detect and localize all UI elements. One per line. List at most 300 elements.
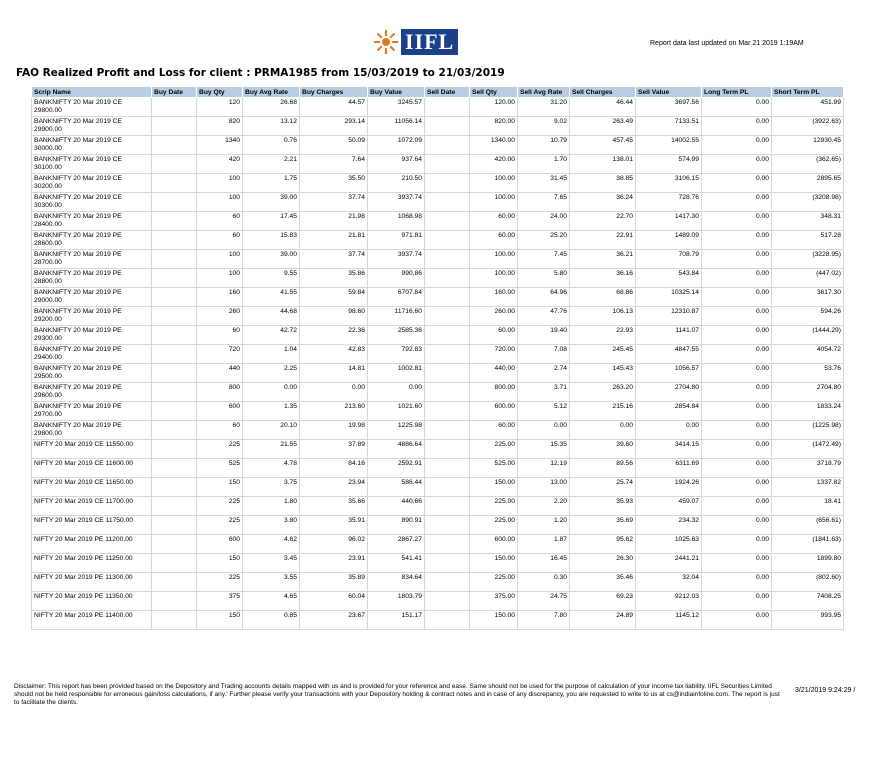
cell-buy-qty: 150 [197, 554, 243, 573]
cell-sell-date [425, 231, 470, 250]
cell-sell-rate: 12.19 [518, 459, 570, 478]
table-row [32, 155, 844, 174]
cell-buy-date [152, 117, 197, 136]
cell-sell-rate: 3.71 [518, 383, 570, 402]
col-header: Sell Value [636, 87, 702, 98]
cell-buy-date [152, 136, 197, 155]
cell-buy-rate: 1.75 [243, 174, 300, 193]
cell-buy-qty: 720 [197, 345, 243, 364]
cell-sell-val: 1141.07 [636, 326, 702, 345]
cell-scrip: NIFTY 20 Mar 2019 CE 11550.00 [32, 440, 152, 459]
cell-sell-qty: 600.00 [470, 402, 518, 421]
cell-buy-qty: 600 [197, 535, 243, 554]
cell-scrip: BANKNIFTY 20 Mar 2019 PE 28700.00 [32, 250, 152, 269]
cell-sell-rate: 2.20 [518, 497, 570, 516]
cell-buy-qty: 100 [197, 193, 243, 212]
cell-sell-rate: 47.76 [518, 307, 570, 326]
cell-buy-qty: 800 [197, 383, 243, 402]
cell-sell-qty: 150.00 [470, 478, 518, 497]
cell-buy-chg: 14.81 [300, 364, 368, 383]
cell-buy-chg: 35.86 [300, 269, 368, 288]
cell-sell-date [425, 573, 470, 592]
cell-buy-qty: 150 [197, 478, 243, 497]
col-header: Buy Date [152, 87, 197, 98]
cell-sell-rate: 15.35 [518, 440, 570, 459]
cell-sell-val: 12310.87 [636, 307, 702, 326]
cell-buy-chg: 21.98 [300, 212, 368, 231]
cell-ltpl: 0.00 [702, 421, 772, 440]
cell-buy-rate: 4.65 [243, 592, 300, 611]
table-row [32, 174, 844, 193]
cell-ltpl: 0.00 [702, 364, 772, 383]
cell-scrip: BANKNIFTY 20 Mar 2019 PE 29300.00 [32, 326, 152, 345]
cell-buy-qty: 440 [197, 364, 243, 383]
cell-buy-val: 2592.91 [368, 459, 425, 478]
cell-sell-val: 6311.69 [636, 459, 702, 478]
cell-scrip: NIFTY 20 Mar 2019 PE 11250.00 [32, 554, 152, 573]
cell-sell-qty: 100.00 [470, 250, 518, 269]
cell-buy-chg: 293.14 [300, 117, 368, 136]
cell-buy-qty: 225 [197, 573, 243, 592]
cell-buy-date [152, 402, 197, 421]
cell-sell-val: 2704.80 [636, 383, 702, 402]
cell-sell-chg: 36.24 [570, 193, 636, 212]
cell-stpl: (1444.29) [772, 326, 844, 345]
cell-buy-date [152, 516, 197, 535]
cell-sell-chg: 145.43 [570, 364, 636, 383]
iifl-sun-logo-icon [373, 29, 399, 55]
cell-buy-chg: 23.94 [300, 478, 368, 497]
cell-scrip: BANKNIFTY 20 Mar 2019 CE 29900.00 [32, 117, 152, 136]
cell-scrip: BANKNIFTY 20 Mar 2019 PE 28400.00 [32, 212, 152, 231]
cell-buy-chg: 37.74 [300, 193, 368, 212]
cell-scrip: BANKNIFTY 20 Mar 2019 PE 29800.00 [32, 421, 152, 440]
cell-sell-rate: 1.70 [518, 155, 570, 174]
cell-scrip: NIFTY 20 Mar 2019 PE 11400.00 [32, 611, 152, 630]
cell-sell-rate: 31.20 [518, 98, 570, 117]
col-header: Sell Charges [570, 87, 636, 98]
cell-sell-date [425, 269, 470, 288]
cell-buy-val: 1803.79 [368, 592, 425, 611]
cell-sell-qty: 1340.00 [470, 136, 518, 155]
cell-sell-date [425, 459, 470, 478]
cell-sell-rate: 13.00 [518, 478, 570, 497]
cell-stpl: (1472.49) [772, 440, 844, 459]
cell-stpl: 1337.82 [772, 478, 844, 497]
cell-scrip: BANKNIFTY 20 Mar 2019 PE 29500.00 [32, 364, 152, 383]
cell-buy-rate: 39.00 [243, 193, 300, 212]
cell-ltpl: 0.00 [702, 554, 772, 573]
cell-sell-val: 14002.55 [636, 136, 702, 155]
cell-buy-qty: 120 [197, 98, 243, 117]
table-row [32, 535, 844, 554]
table-row [32, 573, 844, 592]
cell-scrip: NIFTY 20 Mar 2019 CE 11750.00 [32, 516, 152, 535]
cell-buy-val: 151.17 [368, 611, 425, 630]
cell-sell-rate: 5.80 [518, 269, 570, 288]
cell-sell-date [425, 307, 470, 326]
cell-sell-chg: 39.60 [570, 440, 636, 459]
cell-sell-chg: 46.44 [570, 98, 636, 117]
cell-sell-chg: 215.16 [570, 402, 636, 421]
cell-sell-qty: 440.00 [470, 364, 518, 383]
cell-sell-chg: 263.20 [570, 383, 636, 402]
cell-stpl: 53.76 [772, 364, 844, 383]
cell-sell-rate: 25.20 [518, 231, 570, 250]
cell-buy-val: 440.66 [368, 497, 425, 516]
cell-sell-chg: 95.62 [570, 535, 636, 554]
cell-sell-date [425, 174, 470, 193]
table-row [32, 231, 844, 250]
cell-sell-chg: 263.49 [570, 117, 636, 136]
col-header: Sell Avg Rate [518, 87, 570, 98]
cell-buy-qty: 1340 [197, 136, 243, 155]
cell-stpl: 1833.24 [772, 402, 844, 421]
print-timestamp: 3/21/2019 9:24:29 / [795, 687, 856, 694]
table-row [32, 193, 844, 212]
cell-buy-val: 3937.74 [368, 250, 425, 269]
cell-sell-rate: 7.08 [518, 345, 570, 364]
cell-sell-val: 1145.12 [636, 611, 702, 630]
cell-sell-rate: 24.00 [518, 212, 570, 231]
cell-sell-val: 7133.51 [636, 117, 702, 136]
cell-sell-rate: 1.20 [518, 516, 570, 535]
cell-buy-rate: 13.12 [243, 117, 300, 136]
cell-buy-chg: 0.00 [300, 383, 368, 402]
cell-ltpl: 0.00 [702, 155, 772, 174]
cell-buy-rate: 0.00 [243, 383, 300, 402]
cell-buy-rate: 0.76 [243, 136, 300, 155]
cell-sell-qty: 525.00 [470, 459, 518, 478]
cell-ltpl: 0.00 [702, 136, 772, 155]
cell-buy-chg: 37.89 [300, 440, 368, 459]
cell-sell-val: 2854.84 [636, 402, 702, 421]
cell-buy-date [152, 326, 197, 345]
cell-ltpl: 0.00 [702, 98, 772, 117]
cell-stpl: 517.28 [772, 231, 844, 250]
cell-sell-date [425, 326, 470, 345]
cell-buy-chg: 35.66 [300, 497, 368, 516]
col-header: Long Term PL [702, 87, 772, 98]
cell-buy-date [152, 193, 197, 212]
cell-sell-qty: 120.00 [470, 98, 518, 117]
cell-sell-chg: 24.89 [570, 611, 636, 630]
cell-scrip: BANKNIFTY 20 Mar 2019 CE 30200.00 [32, 174, 152, 193]
table-row [32, 345, 844, 364]
cell-sell-chg: 106.13 [570, 307, 636, 326]
table-row [32, 478, 844, 497]
cell-sell-date [425, 212, 470, 231]
table-row [32, 288, 844, 307]
cell-ltpl: 0.00 [702, 440, 772, 459]
cell-sell-qty: 100.00 [470, 269, 518, 288]
cell-stpl: 594.26 [772, 307, 844, 326]
cell-stpl: (3208.98) [772, 193, 844, 212]
cell-buy-rate: 44.68 [243, 307, 300, 326]
cell-sell-qty: 100.00 [470, 193, 518, 212]
cell-sell-chg: 69.23 [570, 592, 636, 611]
cell-buy-val: 2585.36 [368, 326, 425, 345]
cell-buy-chg: 50.09 [300, 136, 368, 155]
cell-buy-qty: 60 [197, 326, 243, 345]
cell-sell-date [425, 364, 470, 383]
cell-sell-qty: 800.00 [470, 383, 518, 402]
cell-sell-val: 10325.14 [636, 288, 702, 307]
cell-sell-val: 32.04 [636, 573, 702, 592]
report-updated-text: Report data last updated on Mar 21 2019 1:19AM [650, 40, 804, 47]
cell-buy-rate: 41.55 [243, 288, 300, 307]
cell-sell-val: 708.79 [636, 250, 702, 269]
cell-scrip: BANKNIFTY 20 Mar 2019 PE 29000.00 [32, 288, 152, 307]
cell-sell-qty: 60.00 [470, 421, 518, 440]
cell-buy-date [152, 307, 197, 326]
table-row [32, 212, 844, 231]
cell-sell-val: 1025.63 [636, 535, 702, 554]
cell-stpl: 451.99 [772, 98, 844, 117]
cell-ltpl: 0.00 [702, 459, 772, 478]
cell-sell-val: 1924.26 [636, 478, 702, 497]
cell-sell-chg: 0.00 [570, 421, 636, 440]
cell-sell-rate: 16.45 [518, 554, 570, 573]
cell-buy-date [152, 497, 197, 516]
cell-stpl: 2895.65 [772, 174, 844, 193]
col-header: Buy Avg Rate [243, 87, 300, 98]
cell-buy-date [152, 364, 197, 383]
cell-buy-date [152, 212, 197, 231]
cell-buy-chg: 7.64 [300, 155, 368, 174]
cell-buy-rate: 1.35 [243, 402, 300, 421]
cell-buy-qty: 525 [197, 459, 243, 478]
cell-buy-date [152, 288, 197, 307]
cell-stpl: 993.95 [772, 611, 844, 630]
cell-scrip: BANKNIFTY 20 Mar 2019 PE 28600.00 [32, 231, 152, 250]
cell-scrip: NIFTY 20 Mar 2019 PE 11300.00 [32, 573, 152, 592]
cell-buy-rate: 3.45 [243, 554, 300, 573]
cell-buy-chg: 44.57 [300, 98, 368, 117]
cell-sell-date [425, 383, 470, 402]
cell-ltpl: 0.00 [702, 250, 772, 269]
cell-buy-val: 3937.74 [368, 193, 425, 212]
cell-buy-date [152, 155, 197, 174]
cell-sell-val: 728.76 [636, 193, 702, 212]
cell-stpl: (362.65) [772, 155, 844, 174]
cell-scrip: NIFTY 20 Mar 2019 CE 11700.00 [32, 497, 152, 516]
cell-ltpl: 0.00 [702, 307, 772, 326]
cell-sell-date [425, 535, 470, 554]
cell-buy-val: 11716.60 [368, 307, 425, 326]
table-header-row [32, 87, 844, 98]
cell-sell-qty: 150.00 [470, 611, 518, 630]
table-row [32, 459, 844, 478]
cell-buy-chg: 213.60 [300, 402, 368, 421]
cell-sell-val: 459.07 [636, 497, 702, 516]
cell-sell-qty: 225.00 [470, 497, 518, 516]
cell-sell-val: 1417.30 [636, 212, 702, 231]
cell-buy-date [152, 592, 197, 611]
cell-sell-rate: 24.75 [518, 592, 570, 611]
cell-stpl: (656.61) [772, 516, 844, 535]
cell-buy-rate: 2.21 [243, 155, 300, 174]
cell-sell-qty: 420.00 [470, 155, 518, 174]
cell-buy-rate: 26.68 [243, 98, 300, 117]
cell-sell-date [425, 497, 470, 516]
table-row [32, 440, 844, 459]
cell-sell-date [425, 193, 470, 212]
cell-sell-date [425, 136, 470, 155]
cell-sell-date [425, 421, 470, 440]
cell-sell-val: 1489.09 [636, 231, 702, 250]
cell-buy-qty: 225 [197, 440, 243, 459]
cell-sell-qty: 260.00 [470, 307, 518, 326]
cell-buy-chg: 22.36 [300, 326, 368, 345]
cell-buy-qty: 100 [197, 269, 243, 288]
cell-stpl: 18.41 [772, 497, 844, 516]
cell-buy-val: 541.41 [368, 554, 425, 573]
cell-sell-rate: 1.87 [518, 535, 570, 554]
cell-buy-val: 937.64 [368, 155, 425, 174]
cell-buy-rate: 15.83 [243, 231, 300, 250]
col-header: Buy Value [368, 87, 425, 98]
cell-scrip: BANKNIFTY 20 Mar 2019 CE 30100.00 [32, 155, 152, 174]
table-row [32, 421, 844, 440]
cell-ltpl: 0.00 [702, 516, 772, 535]
cell-sell-chg: 36.21 [570, 250, 636, 269]
cell-sell-qty: 60.00 [470, 212, 518, 231]
cell-sell-chg: 457.45 [570, 136, 636, 155]
cell-scrip: NIFTY 20 Mar 2019 PE 11200.00 [32, 535, 152, 554]
cell-buy-val: 210.50 [368, 174, 425, 193]
table-body [32, 98, 844, 630]
cell-stpl: 348.31 [772, 212, 844, 231]
table-row [32, 136, 844, 155]
table-row [32, 250, 844, 269]
cell-sell-date [425, 250, 470, 269]
cell-buy-qty: 225 [197, 497, 243, 516]
table-row [32, 497, 844, 516]
cell-ltpl: 0.00 [702, 478, 772, 497]
cell-sell-date [425, 611, 470, 630]
cell-buy-date [152, 421, 197, 440]
cell-ltpl: 0.00 [702, 231, 772, 250]
cell-buy-val: 1225.98 [368, 421, 425, 440]
cell-buy-rate: 17.45 [243, 212, 300, 231]
cell-buy-rate: 42.72 [243, 326, 300, 345]
cell-sell-val: 4847.55 [636, 345, 702, 364]
cell-ltpl: 0.00 [702, 269, 772, 288]
cell-buy-date [152, 250, 197, 269]
cell-sell-date [425, 554, 470, 573]
cell-buy-val: 890.91 [368, 516, 425, 535]
cell-buy-val: 0.00 [368, 383, 425, 402]
cell-stpl: (1841.63) [772, 535, 844, 554]
cell-buy-val: 4886.64 [368, 440, 425, 459]
cell-scrip: NIFTY 20 Mar 2019 PE 11350.00 [32, 592, 152, 611]
cell-buy-date [152, 554, 197, 573]
cell-ltpl: 0.00 [702, 383, 772, 402]
cell-scrip: BANKNIFTY 20 Mar 2019 PE 28800.00 [32, 269, 152, 288]
cell-sell-rate: 0.30 [518, 573, 570, 592]
cell-buy-date [152, 459, 197, 478]
cell-ltpl: 0.00 [702, 497, 772, 516]
cell-ltpl: 0.00 [702, 117, 772, 136]
cell-sell-rate: 31.45 [518, 174, 570, 193]
col-header: Scrip Name [32, 87, 152, 98]
cell-sell-qty: 225.00 [470, 440, 518, 459]
cell-buy-val: 1068.98 [368, 212, 425, 231]
cell-sell-qty: 600.00 [470, 535, 518, 554]
cell-sell-qty: 60.00 [470, 231, 518, 250]
cell-sell-qty: 820.00 [470, 117, 518, 136]
cell-buy-val: 586.44 [368, 478, 425, 497]
cell-sell-val: 9212.03 [636, 592, 702, 611]
cell-sell-rate: 5.12 [518, 402, 570, 421]
cell-sell-qty: 720.00 [470, 345, 518, 364]
col-header: Short Term PL [772, 87, 844, 98]
cell-sell-chg: 38.85 [570, 174, 636, 193]
cell-sell-val: 1056.57 [636, 364, 702, 383]
table-row [32, 516, 844, 535]
cell-sell-qty: 375.00 [470, 592, 518, 611]
cell-sell-chg: 22.70 [570, 212, 636, 231]
cell-scrip: BANKNIFTY 20 Mar 2019 PE 29400.00 [32, 345, 152, 364]
cell-buy-qty: 820 [197, 117, 243, 136]
cell-sell-qty: 160.00 [470, 288, 518, 307]
cell-sell-qty: 225.00 [470, 516, 518, 535]
cell-buy-chg: 42.83 [300, 345, 368, 364]
cell-buy-val: 11056.14 [368, 117, 425, 136]
cell-sell-chg: 36.16 [570, 269, 636, 288]
page-title: FAO Realized Profit and Loss for client : PRMA1985 from 15/03/2019 to 21/03/2019 [16, 67, 505, 79]
cell-buy-rate: 0.85 [243, 611, 300, 630]
cell-buy-val: 1002.81 [368, 364, 425, 383]
pl-table [31, 86, 844, 630]
cell-sell-val: 574.99 [636, 155, 702, 174]
cell-sell-date [425, 516, 470, 535]
cell-sell-val: 3697.56 [636, 98, 702, 117]
cell-buy-chg: 21.81 [300, 231, 368, 250]
cell-buy-qty: 150 [197, 611, 243, 630]
table-row [32, 117, 844, 136]
disclaimer-text: Disclaimer: This report has been provided based on the Depository and Trading accounts details mapped with us and is provided for your reference and ease. Same should not be used for the purpose of calculation of your income tax liability. IIFL Securities Limited should not be held responsible for erroneous gain/loss calculations, if any.' Further please verify your transactions with your Depository holding & contract notes and in case of any discrepancy, you are requested to write to us at cs@indiainfoline.com. The report is just to facilitate the clients. [14, 683, 780, 706]
cell-stpl: (3922.63) [772, 117, 844, 136]
col-header: Buy Charges [300, 87, 368, 98]
cell-stpl: 4054.72 [772, 345, 844, 364]
table-row [32, 402, 844, 421]
cell-sell-chg: 35.93 [570, 497, 636, 516]
cell-ltpl: 0.00 [702, 535, 772, 554]
cell-sell-chg: 68.86 [570, 288, 636, 307]
cell-buy-date [152, 440, 197, 459]
cell-buy-rate: 39.00 [243, 250, 300, 269]
cell-buy-date [152, 573, 197, 592]
cell-buy-val: 6707.84 [368, 288, 425, 307]
cell-buy-val: 834.64 [368, 573, 425, 592]
cell-buy-chg: 19.98 [300, 421, 368, 440]
table-row [32, 383, 844, 402]
cell-sell-val: 3106.15 [636, 174, 702, 193]
cell-buy-chg: 60.04 [300, 592, 368, 611]
col-header: Buy Qty [197, 87, 243, 98]
cell-sell-chg: 245.45 [570, 345, 636, 364]
cell-sell-qty: 150.00 [470, 554, 518, 573]
cell-scrip: BANKNIFTY 20 Mar 2019 CE 29800.00 [32, 98, 152, 117]
cell-buy-val: 792.83 [368, 345, 425, 364]
cell-stpl: (3228.95) [772, 250, 844, 269]
cell-buy-date [152, 383, 197, 402]
cell-sell-chg: 138.01 [570, 155, 636, 174]
cell-sell-date [425, 117, 470, 136]
table-row [32, 554, 844, 573]
